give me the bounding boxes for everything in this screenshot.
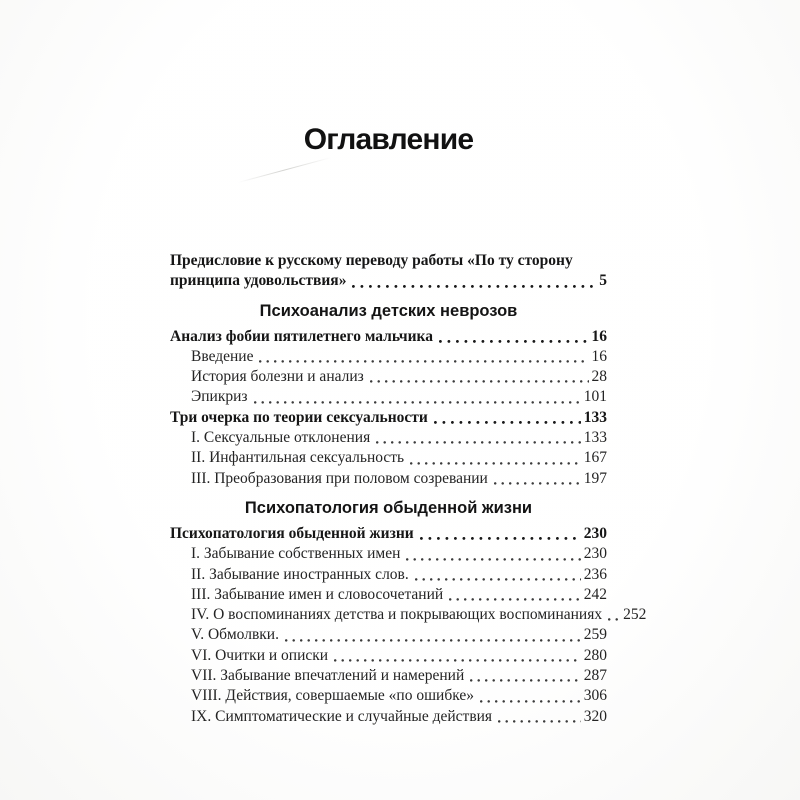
toc-entry-page-number: 306	[583, 687, 607, 705]
dot-leader	[410, 461, 581, 466]
toc-entry	[170, 448, 607, 468]
toc-entry	[170, 524, 607, 544]
toc-entry	[170, 686, 607, 706]
toc-entry	[170, 408, 607, 428]
toc-entry	[170, 666, 607, 686]
dot-leader	[370, 379, 589, 384]
toc-entry-label: Анализ фобии пятилетнего мальчика	[170, 327, 434, 345]
toc-entry-page-number: 5	[599, 272, 607, 290]
page-title: Оглавление	[303, 123, 474, 156]
toc-entry-label: IX. Симптоматические и случайные действия	[191, 707, 493, 725]
toc-entry	[170, 544, 607, 564]
toc-entry-label: VI. Очитки и описки	[191, 646, 329, 664]
toc-entry-page-number: 167	[583, 449, 607, 467]
toc-entry-page-number: 230	[583, 545, 607, 563]
toc-entry	[170, 469, 607, 489]
toc-entry-label: Предисловие к русскому переводу работы «По ту сторону	[170, 252, 573, 269]
toc-entry-page-number: 101	[583, 388, 607, 406]
toc-entry-label: II. Инфантильная сексуальность	[191, 449, 405, 467]
toc-entry-page-number: 133	[583, 408, 607, 426]
dot-leader	[254, 400, 581, 405]
scan-scratch-artifact	[238, 157, 331, 183]
toc-entry-label: История болезни и анализ	[191, 368, 364, 386]
toc-entry	[170, 707, 607, 727]
toc-entry	[170, 605, 647, 625]
toc-entry-label: III. Забывание имен и словосочетаний	[191, 585, 444, 603]
toc-entry-label: Три очерка по теории сексуальности	[170, 408, 428, 426]
dot-leader	[420, 536, 581, 541]
toc-entry	[170, 387, 607, 407]
dot-leader	[259, 359, 588, 364]
toc-entry-page-number: 287	[583, 667, 607, 685]
section-header: Психоанализ детских неврозов	[259, 301, 518, 320]
toc-entry	[170, 565, 607, 585]
dot-leader	[415, 577, 581, 582]
dot-leader	[449, 597, 581, 602]
toc-entry-label: Введение	[191, 347, 254, 365]
section-header: Психопатология обыденной жизни	[244, 498, 533, 517]
toc-entry	[170, 585, 607, 605]
toc-entry-page-number: 16	[591, 327, 607, 345]
toc-entry-label: I. Забывание собственных имен	[191, 545, 401, 563]
toc-entry	[170, 327, 607, 347]
toc-entry-label: VII. Забывание впечатлений и намерений	[191, 667, 465, 685]
toc-entry-label: Эпикриз	[191, 388, 248, 406]
toc-entry-label: I. Сексуальные отклонения	[191, 429, 371, 447]
dot-leader	[480, 699, 581, 704]
dot-leader	[406, 557, 580, 562]
dot-leader	[285, 638, 581, 643]
toc-entry-page-number: 230	[583, 524, 607, 542]
toc-entry-label: принципа удовольствия»	[170, 272, 347, 290]
toc-entry-label: II. Забывание иностранных слов.	[191, 565, 409, 583]
toc-entry	[170, 625, 607, 645]
toc-entry-page-number: 133	[583, 429, 607, 447]
dot-leader	[498, 719, 581, 724]
toc-entry-label: IV. О воспоминаниях детства и покрывающих воспоминаниях	[191, 606, 603, 624]
toc-entry-label: V. Обмолвки.	[191, 626, 279, 644]
toc-entry-page-number: 320	[583, 707, 607, 725]
toc-entry	[170, 347, 607, 367]
toc-entry-page-number: 242	[583, 585, 607, 603]
toc-entry-page-number: 28	[591, 368, 607, 386]
toc-entry-page-number: 236	[583, 565, 607, 583]
toc-entry-label: VIII. Действия, совершаемые «по ошибке»	[191, 687, 474, 705]
dot-leader	[376, 440, 581, 445]
dot-leader	[334, 658, 581, 663]
toc-entry-label: Психопатология обыденной жизни	[170, 524, 414, 542]
toc-entry-page-number: 16	[591, 347, 607, 365]
toc-entry-page-number: 252	[623, 606, 647, 624]
toc-entry-page-number: 280	[583, 646, 607, 664]
table-of-contents	[170, 251, 647, 727]
toc-entry	[170, 367, 607, 387]
toc-entry	[170, 428, 607, 448]
toc-entry-label: III. Преобразования при половом созревании	[191, 469, 488, 487]
dot-leader	[439, 339, 588, 344]
dot-leader	[494, 481, 581, 486]
dot-leader	[470, 678, 581, 683]
dot-leader	[352, 284, 596, 289]
dot-leader	[608, 617, 620, 622]
toc-entry-page-number: 259	[583, 626, 607, 644]
toc-entry-page-number: 197	[583, 469, 607, 487]
toc-entry	[170, 251, 607, 292]
dot-leader	[434, 420, 581, 425]
toc-entry	[170, 646, 607, 666]
